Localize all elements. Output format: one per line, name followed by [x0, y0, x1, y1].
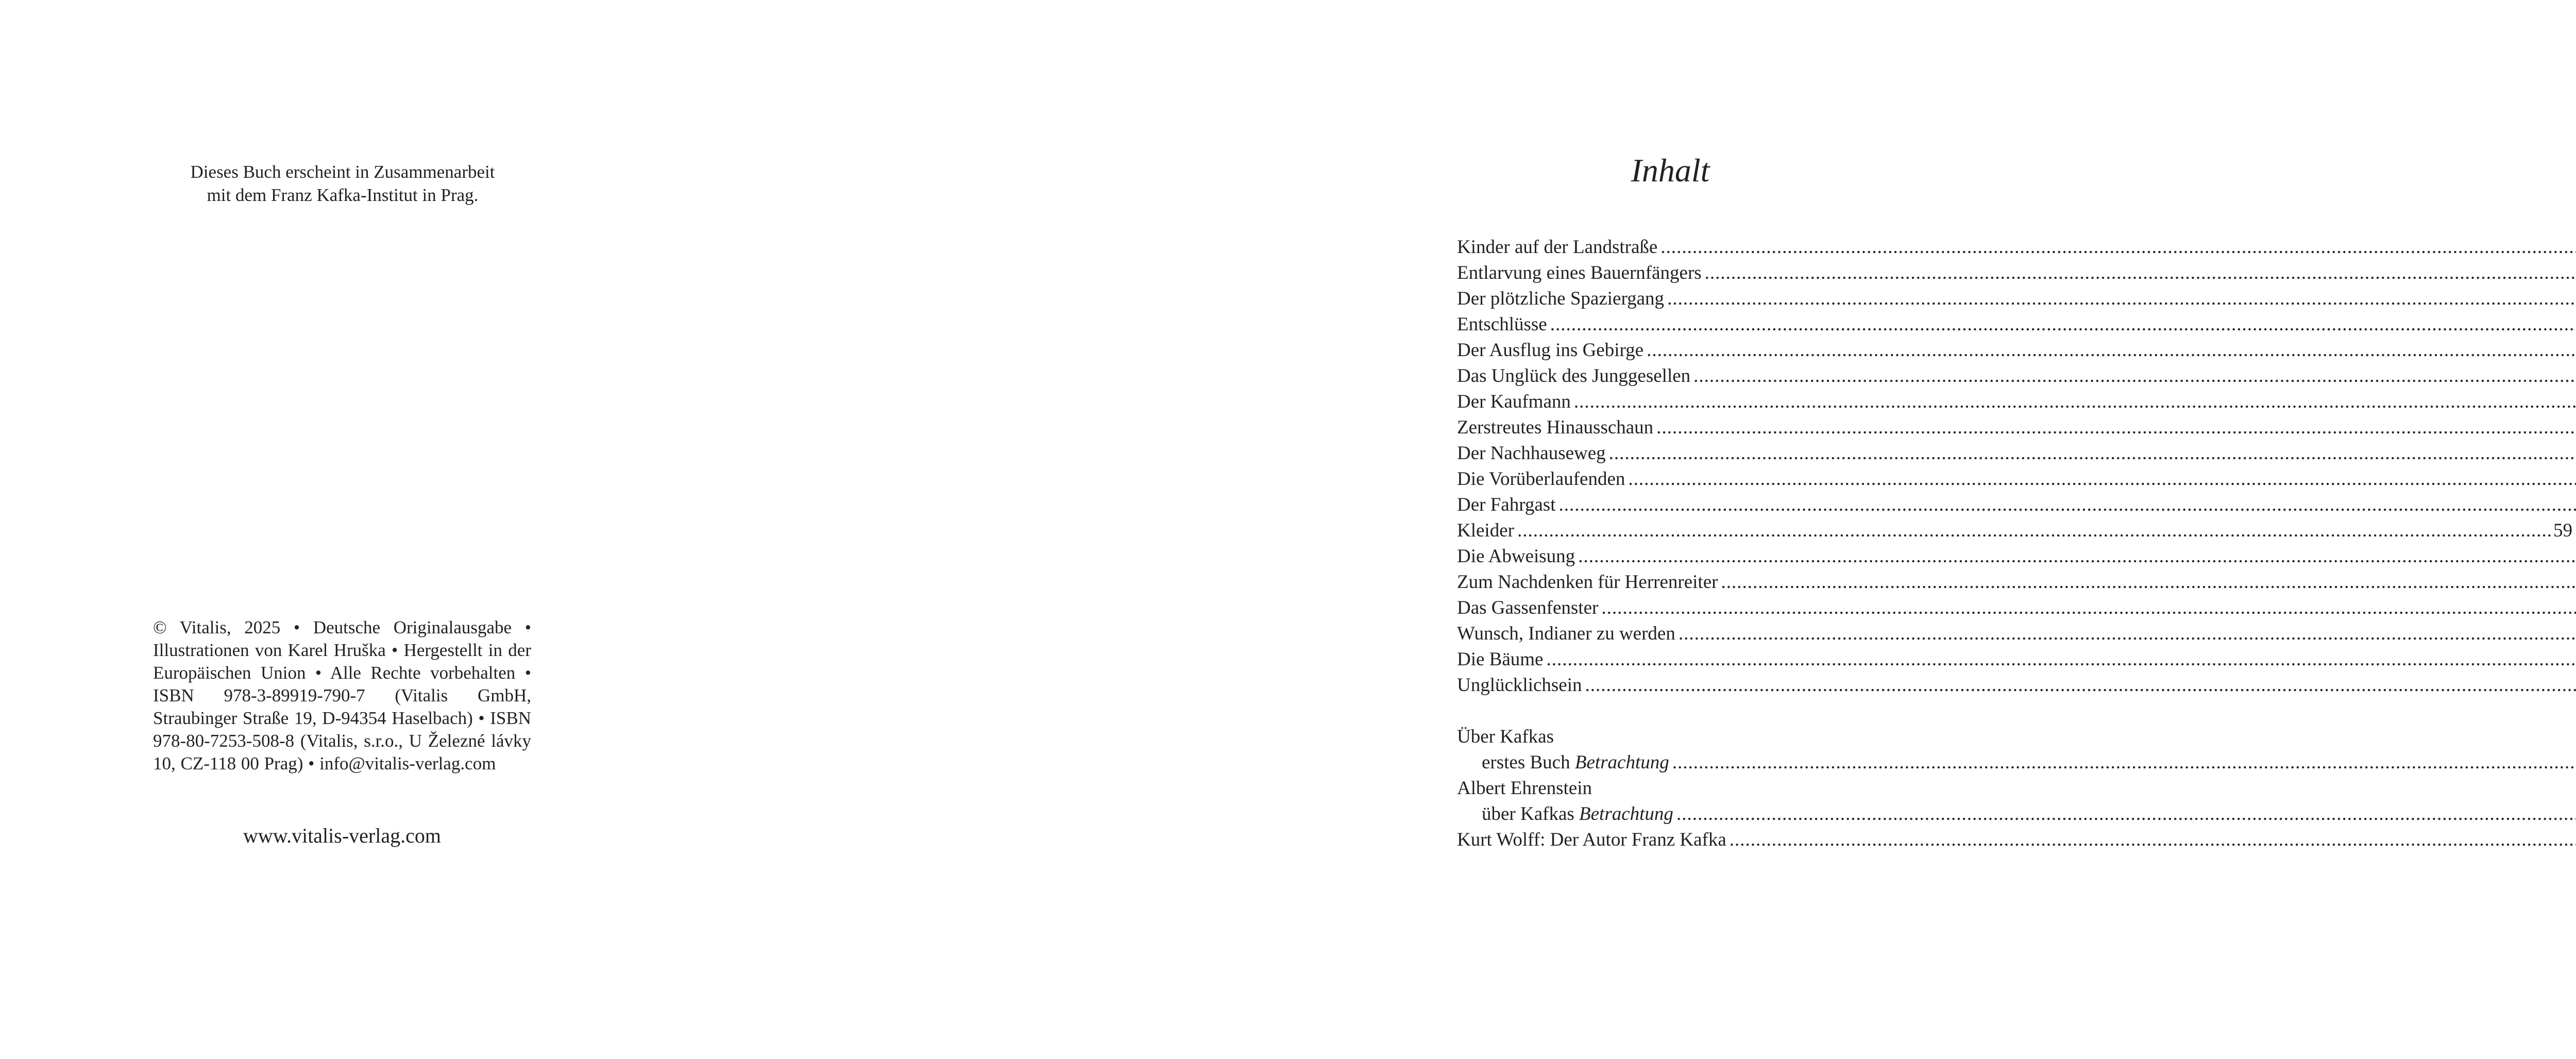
toc-entry	[1457, 518, 2572, 544]
toc-entry-title: Kinder auf der Landstraße	[1457, 237, 1658, 258]
toc-entry	[1457, 312, 1884, 338]
cooperation-note-line-2: mit dem Franz Kafka-Institut in Prag.	[207, 185, 479, 205]
toc-entry	[1457, 544, 1884, 569]
toc-entry-title: Wunsch, Indianer zu werden	[1457, 623, 1675, 644]
toc-entry-title: Entschlüsse	[1457, 314, 1547, 335]
toc-entry-title: Die Bäume	[1457, 649, 1544, 670]
toc-entry	[1457, 492, 1884, 518]
toc-entry	[1457, 389, 1884, 415]
toc-entry-title: Zum Nachdenken für Herrenreiter	[1457, 571, 1718, 593]
toc-entry-title: erstes Buch	[1482, 752, 1575, 773]
toc-section-gap	[1457, 698, 1884, 724]
toc-entry	[1457, 827, 1884, 853]
toc-entry	[1457, 621, 1884, 647]
toc-entry-title: Unglücklichsein	[1457, 675, 1582, 696]
toc-entry-title: Kurt Wolff: Der Autor Franz Kafka	[1457, 829, 1726, 850]
toc-entry	[1457, 801, 1884, 827]
toc-entry	[1457, 569, 1884, 595]
toc-entry	[1457, 415, 1884, 441]
table-of-contents	[1457, 234, 2572, 853]
toc-entry	[1457, 750, 1884, 776]
toc-entry-title: Der Fahrgast	[1457, 494, 1556, 515]
toc-entry	[1457, 286, 1884, 312]
toc-entry	[1457, 260, 1884, 286]
toc-title: Inhalt	[1631, 152, 1710, 189]
imprint-text: © Vitalis, 2025 • Deutsche Originalausgabe • Illustrationen von Karel Hruška • Hergestellt in der Europäischen Union • Alle Rechte vorbehalten • ISBN 978-3-89919-790-7 (Vitalis GmbH, Straubinger Straße 19, D-94354 Haselbach) • ISBN 978-80-7253-508-8 (Vitalis, s.r.o., U Železné lávky 10, CZ-118 00 Prag) • info@vitalis-verlag.com	[153, 617, 531, 774]
toc-entry-title: Die Abweisung	[1457, 546, 1575, 567]
cooperation-note	[152, 160, 533, 207]
toc-entry-title: Das Unglück des Junggesellen	[1457, 365, 1691, 386]
toc-entry	[1457, 363, 1884, 389]
toc-entry	[1457, 441, 1884, 466]
toc-entry-title: Das Gassenfenster	[1457, 597, 1599, 618]
toc-entry-title: Der Kaufmann	[1457, 391, 1571, 412]
toc-entry-title: über Kafkas	[1482, 803, 1580, 825]
toc-entry-title: Die Vorüberlaufenden	[1457, 468, 1625, 490]
left-page	[0, 0, 669, 1059]
toc-entry-title: Der plötzliche Spaziergang	[1457, 288, 1665, 309]
toc-entry	[1457, 338, 1884, 363]
toc-entry-title: Der Ausflug ins Gebirge	[1457, 340, 1644, 361]
right-page	[669, 0, 2572, 1059]
toc-appendix-line: Albert Ehrenstein	[1457, 778, 1592, 799]
toc-entry-title: Kleider	[1457, 520, 1514, 541]
toc-entry-title-italic: Betrachtung	[1574, 752, 1669, 773]
toc-entry	[1457, 466, 1884, 492]
toc-entry-title: Der Nachhauseweg	[1457, 443, 1606, 464]
cooperation-note-line-1: Dieses Buch erscheint in Zusammenarbeit	[190, 162, 495, 182]
toc-entry-title: Zerstreutes Hinausschaun	[1457, 417, 1654, 438]
toc-entry-page: 59	[2553, 520, 2572, 541]
toc-entry	[1457, 595, 1884, 621]
website-url: www.vitalis-verlag.com	[243, 824, 441, 847]
toc-entry	[1457, 647, 1884, 673]
toc-entry-title: Entlarvung eines Bauernfängers	[1457, 262, 1702, 283]
toc-appendix-line: Über Kafkas	[1457, 726, 1554, 747]
toc-entry	[1457, 234, 1884, 260]
toc-entry	[1457, 673, 1884, 698]
toc-entry-title-italic: Betrachtung	[1579, 803, 1673, 825]
